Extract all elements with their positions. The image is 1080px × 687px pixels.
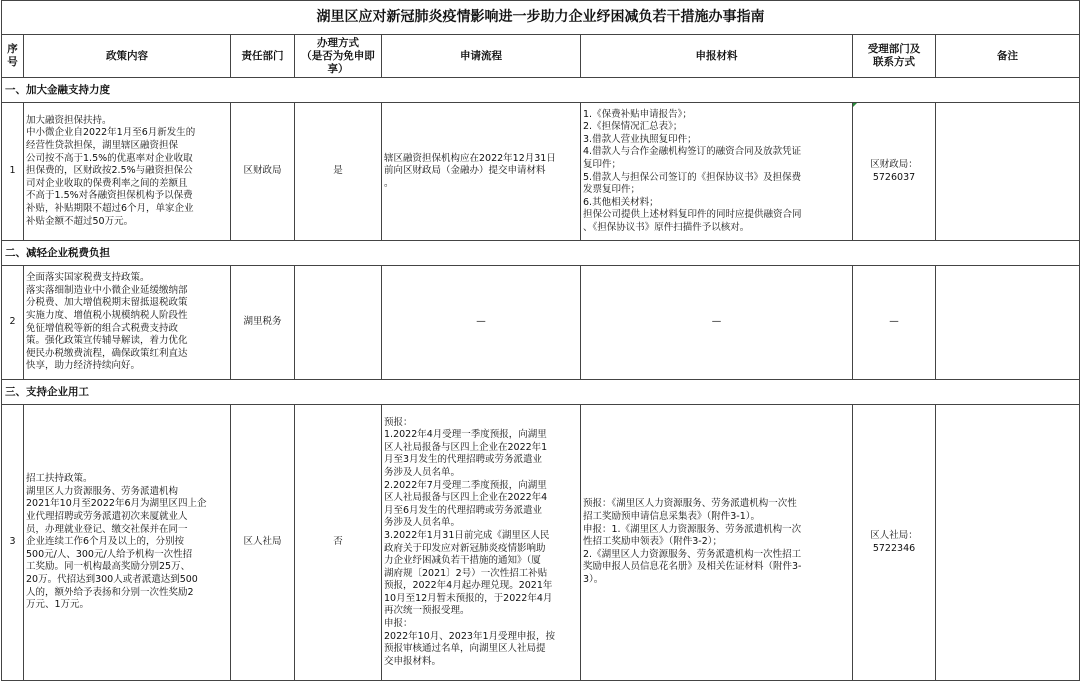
contact: 区人社局： 5722346 bbox=[853, 405, 936, 681]
header-method: 办理方式 （是否为免申即 享） bbox=[295, 35, 382, 78]
application-materials: 预报：《湖里区人力资源服务、劳务派遣机构一次性 招工奖励预申请信息采集表》（附件3-1）。 申报：1.《湖里区人力资源服务、劳务派遣机构一次 性招工奖励申领表》（附件3-2）； 2.《湖里区人力资源服务、劳务派遣机构一次性招工 奖励申报人员信息花名册》及相关佐证材料（附件3- 3）。 bbox=[581, 405, 853, 681]
section-title-tax: 二、减轻企业税费负担 bbox=[2, 241, 1080, 266]
application-materials: 1.《保费补贴申请报告》； 2.《担保情况汇总表》； 3.借款人营业执照复印件； 4.借款人与合作金融机构签订的融资合同及放款凭证 复印件； 5.借款人与担保公司签订的《担保协议书》及担保费 发票复印件； 6.其他相关材料； 担保公司提供上述材料复印件的同时应提供融资合同 、《担保协议书》原件扫描件予以核对。 bbox=[581, 103, 853, 241]
header-no: 序 号 bbox=[2, 35, 24, 78]
page-title: 湖里区应对新冠肺炎疫情影响进一步助力企业纾困减负若干措施办事指南 bbox=[2, 1, 1080, 35]
policy-content: 加大融资担保扶持。 中小微企业自2022年1月至6月新发生的 经营性贷款担保，湖里辖区融资担保 公司按不高于1.5%的优惠率对企业收取 担保费的，区财政按2.5%与融资担保公 司对企业收取的保费利率之间的差额且 不高于1.5%对各融资担保机构予以保费 补贴，补贴期限不超过6个月，单家企业 补贴金额不超过50万元。 bbox=[24, 103, 231, 241]
section-title-finance: 一、加大金融支持力度 bbox=[2, 78, 1080, 103]
application-flow: — bbox=[382, 266, 581, 380]
responsible-dept: 湖里税务 bbox=[231, 266, 295, 380]
application-materials: — bbox=[581, 266, 853, 380]
header-materials: 申报材料 bbox=[581, 35, 853, 78]
section-title-employment: 三、支持企业用工 bbox=[2, 380, 1080, 405]
contact: — bbox=[853, 266, 936, 380]
policy-content: 招工扶持政策。 湖里区人力资源服务、劳务派遣机构 2021年10月至2022年6月为湖里区四上企 业代理招聘或劳务派遣初次来厦就业人 员，办理就业登记、缴交社保并在同一 企业连续工作6个月及以上的，分别按 500元/人、300元/人给予机构一次性招 工奖励。同一机构最高奖励分别25万、 20万。代招达到300人或者派遣达到500 人的，额外给予表扬和分别一次性奖励2 万元、1万元。 bbox=[24, 405, 231, 681]
remark bbox=[936, 266, 1080, 380]
remark bbox=[936, 405, 1080, 681]
table-row bbox=[2, 103, 1080, 241]
header-remark: 备注 bbox=[936, 35, 1080, 78]
row-no: 3 bbox=[2, 405, 24, 681]
header-dept: 责任部门 bbox=[231, 35, 295, 78]
remark bbox=[936, 103, 1080, 241]
header-content: 政策内容 bbox=[24, 35, 231, 78]
header-flow: 申请流程 bbox=[382, 35, 581, 78]
row-no: 2 bbox=[2, 266, 24, 380]
application-flow: 辖区融资担保机构应在2022年12月31日 前向区财政局（金融办）提交申请材料 。 bbox=[382, 103, 581, 241]
application-flow: 预报： 1.2022年4月受理一季度预报，向湖里 区人社局报备与区四上企业在2022年1 月至3月发生的代理招聘或劳务派遣业 务涉及人员名单。 2.2022年7月受理二季度预报，向湖里 区人社局报备与区四上企业在2022年4 月至6月发生的代理招聘或劳务派遣业 务涉及人员名单。 3.2022年1月31日前完成《湖里区人民 政府关于印发应对新冠肺炎疫情影响助 力企业纾困减负若干措施的通知》（厦 湖府规〔2021〕2号）一次性招工补贴 预报，2022年4月起办理兑现。2021年 10月至12月暂未预报的，于2022年4月 再次统一预报受理。 申报： 2022年10月、2023年1月受理申报，按 预报审核通过名单，向湖里区人社局提 交申报材料。 bbox=[382, 405, 581, 681]
row-no: 1 bbox=[2, 103, 24, 241]
table-row bbox=[2, 405, 1080, 681]
header-contact: 受理部门及 联系方式 bbox=[853, 35, 936, 78]
header-row bbox=[2, 35, 1080, 78]
responsible-dept: 区财政局 bbox=[231, 103, 295, 241]
handling-method: 是 bbox=[295, 103, 382, 241]
contact: 区财政局： 5726037 bbox=[853, 103, 936, 241]
handling-method: 否 bbox=[295, 405, 382, 681]
table-row bbox=[2, 266, 1080, 380]
handling-method bbox=[295, 266, 382, 380]
guide-table bbox=[1, 0, 1080, 681]
policy-content: 全面落实国家税费支持政策。 落实落细制造业中小微企业延缓缴纳部 分税费、加大增值税期末留抵退税政策 实施力度、增值税小规模纳税人阶段性 免征增值税等新的组合式税费支持政 策。强化政策宣传辅导解读，着力优化 便民办税缴费流程，确保政策红利直达 快享，助力经济持续向好。 bbox=[24, 266, 231, 380]
responsible-dept: 区人社局 bbox=[231, 405, 295, 681]
